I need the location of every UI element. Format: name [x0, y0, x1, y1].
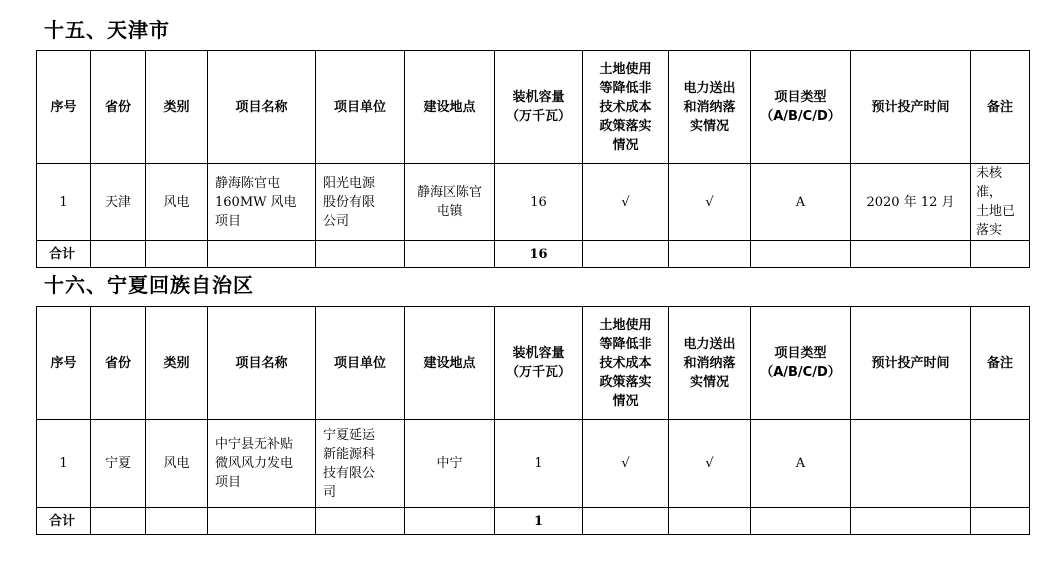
cell-province: 宁夏: [91, 420, 146, 508]
cell-seq: 1: [37, 420, 91, 508]
total-capacity: 16: [495, 241, 583, 268]
cell-expected-time: 2020 年 12 月: [851, 164, 971, 241]
cell-project-unit: 宁夏延运 新能源科 技有限公 司: [323, 427, 376, 500]
header-project-name: 项目名称: [208, 307, 316, 420]
header-expected-time: 预计投产时间: [851, 51, 971, 164]
cell-project-name: 静海陈官屯 160MW 风电 项目: [215, 175, 297, 229]
header-expected-time: 预计投产时间: [851, 307, 971, 420]
cell-remarks: [971, 420, 1030, 508]
header-seq: 序号: [37, 307, 91, 420]
header-seq: 序号: [37, 51, 91, 164]
header-category: 类别: [146, 307, 208, 420]
header-power-delivery: 电力送出 和消纳落 实情况: [683, 80, 736, 134]
total-label: 合计: [37, 508, 91, 535]
total-row: [37, 241, 1030, 268]
total-capacity: 1: [495, 508, 583, 535]
section-title-ningxia: 十六、宁夏回族自治区: [44, 273, 254, 297]
project-table-ningxia: [36, 306, 1030, 535]
total-row: [37, 508, 1030, 535]
header-project-type: 项目类型 （A/B/C/D）: [760, 346, 841, 380]
header-project-unit: 项目单位: [316, 307, 405, 420]
header-project-name: 项目名称: [208, 51, 316, 164]
header-category: 类别: [146, 51, 208, 164]
cell-category: 风电: [146, 420, 208, 508]
cell-power-delivery: √: [669, 164, 751, 241]
cell-land-policy: √: [583, 164, 669, 241]
cell-capacity: 16: [495, 164, 583, 241]
table-header-row: [37, 307, 1030, 420]
table-row: [37, 420, 1030, 508]
section-title-tianjin: 十五、天津市: [44, 18, 170, 42]
table-header-row: [37, 51, 1030, 164]
header-land-policy: 土地使用 等降低非 技术成本 政策落实 情况: [599, 61, 652, 153]
header-remarks: 备注: [971, 307, 1030, 420]
cell-capacity: 1: [495, 420, 583, 508]
cell-project-name: 中宁县无补贴 微风风力发电 项目: [215, 437, 294, 490]
cell-seq: 1: [37, 164, 91, 241]
table-row: [37, 164, 1030, 241]
cell-project-type: A: [751, 164, 851, 241]
header-land-policy: 土地使用 等降低非 技术成本 政策落实 情况: [599, 317, 652, 409]
header-capacity: 装机容量 （万千瓦）: [505, 90, 571, 124]
header-power-delivery: 电力送出 和消纳落 实情况: [683, 336, 736, 390]
cell-remarks: 未核准， 土地已 落实: [976, 166, 1016, 238]
header-site: 建设地点: [405, 307, 495, 420]
cell-power-delivery: √: [669, 420, 751, 508]
header-capacity: 装机容量 （万千瓦）: [505, 346, 571, 380]
header-project-type: 项目类型 （A/B/C/D）: [760, 90, 841, 124]
header-province: 省份: [91, 51, 146, 164]
header-province: 省份: [91, 307, 146, 420]
header-remarks: 备注: [971, 51, 1030, 164]
header-site: 建设地点: [405, 51, 495, 164]
cell-project-type: A: [751, 420, 851, 508]
total-label: 合计: [37, 241, 91, 268]
cell-site: 中宁: [405, 420, 495, 508]
cell-project-unit: 阳光电源 股份有限 公司: [323, 175, 376, 229]
project-table-tianjin: [36, 50, 1030, 268]
cell-expected-time: [851, 420, 971, 508]
cell-site: 静海区陈官 屯镇: [416, 185, 482, 219]
header-project-unit: 项目单位: [316, 51, 405, 164]
cell-province: 天津: [91, 164, 146, 241]
cell-land-policy: √: [583, 420, 669, 508]
cell-category: 风电: [146, 164, 208, 241]
